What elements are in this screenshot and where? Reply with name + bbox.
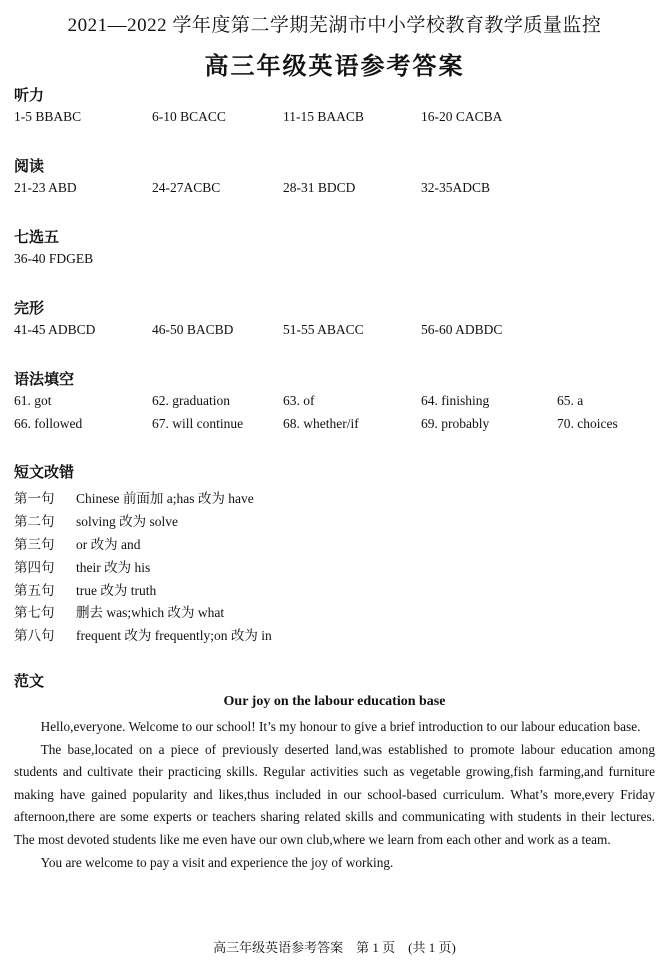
- cloze-answer: 51-55 ABACC: [283, 322, 364, 337]
- correction-sentence-label: 第五句: [14, 583, 55, 598]
- section-title-grammar: 语法填空: [14, 370, 75, 388]
- essay-paragraph: You are welcome to pay a visit and experience the joy of working.: [40, 854, 394, 870]
- correction-sentence-label: 第四句: [14, 560, 55, 575]
- essay-paragraph: The base,located on a piece of previously deserted land,was established to promote labour education among students and cultivate their practicing skills. Regular activities such as vegetable growing,fish farming,and furniture making have gained popularity and likes,thus included in our school-based curriculum. What’s more,every Friday afternoon,there are some experts or teachers sharing related skills and communicating with students in their lectures. The most devoted students like me even have our own club,where we learn from each other and work as a team.: [14, 741, 655, 847]
- correction-text: their 改为 his: [76, 560, 151, 575]
- seven-choose-five-answer: 36-40 FDGEB: [14, 251, 94, 266]
- correction-sentence-label: 第一句: [14, 491, 55, 506]
- essay-paragraph: Hello,everyone. Welcome to our school! It’s my honour to give a brief introduction to our labour education base.: [40, 719, 641, 734]
- correction-text: Chinese 前面加 a;has 改为 have: [76, 491, 254, 506]
- grammar-answer: 69. probably: [421, 416, 490, 431]
- section-title-essay: 范文: [14, 672, 45, 690]
- grammar-answer: 63. of: [283, 393, 315, 408]
- listening-answer: 11-15 BAACB: [283, 109, 364, 124]
- section-title-reading: 阅读: [14, 157, 45, 175]
- grammar-answer: 70. choices: [557, 416, 618, 431]
- listening-answer: 1-5 BBABC: [14, 109, 82, 124]
- correction-sentence-label: 第八句: [14, 628, 55, 643]
- essay-body: [14, 716, 655, 874]
- correction-text: or 改为 and: [76, 537, 141, 552]
- reading-answer: 28-31 BDCD: [283, 180, 356, 195]
- section-title-correction: 短文改错: [14, 463, 75, 481]
- correction-text: 删去 was;which 改为 what: [76, 605, 225, 620]
- exam-series-title: 2021—2022 学年度第二学期芜湖市中小学校教育教学质量监控: [67, 15, 602, 36]
- correction-sentence-label: 第七句: [14, 605, 55, 620]
- grammar-answer: 66. followed: [14, 416, 83, 431]
- correction-text: true 改为 truth: [76, 583, 157, 598]
- correction-sentence-label: 第二句: [14, 514, 55, 529]
- cloze-answer: 46-50 BACBD: [152, 322, 234, 337]
- grammar-answer: 67. will continue: [152, 416, 244, 431]
- reading-answer: 32-35ADCB: [421, 180, 491, 195]
- section-title-listening: 听力: [14, 86, 45, 104]
- section-title-cloze: 完形: [14, 299, 45, 317]
- cloze-answer: 41-45 ADBCD: [14, 322, 96, 337]
- listening-answer: 16-20 CACBA: [421, 109, 503, 124]
- reading-answer: 24-27ACBC: [152, 180, 221, 195]
- correction-text: solving 改为 solve: [76, 514, 179, 529]
- section-title-seven-choose-five: 七选五: [14, 228, 60, 246]
- page-footer: 高三年级英语参考答案 第 1 页 (共 1 页): [213, 940, 456, 955]
- cloze-answer: 56-60 ADBDC: [421, 322, 503, 337]
- page-title: 高三年级英语参考答案: [204, 52, 465, 80]
- reading-answer: 21-23 ABD: [14, 180, 77, 195]
- grammar-answer: 68. whether/if: [283, 416, 359, 431]
- grammar-answer: 65. a: [557, 393, 584, 408]
- listening-answer: 6-10 BCACC: [152, 109, 226, 124]
- grammar-answer: 62. graduation: [152, 393, 230, 408]
- correction-text: frequent 改为 frequently;on 改为 in: [76, 628, 272, 643]
- grammar-answer: 61. got: [14, 393, 52, 408]
- grammar-answer: 64. finishing: [421, 393, 490, 408]
- essay-heading: Our joy on the labour education base: [223, 694, 446, 709]
- correction-sentence-label: 第三句: [14, 537, 55, 552]
